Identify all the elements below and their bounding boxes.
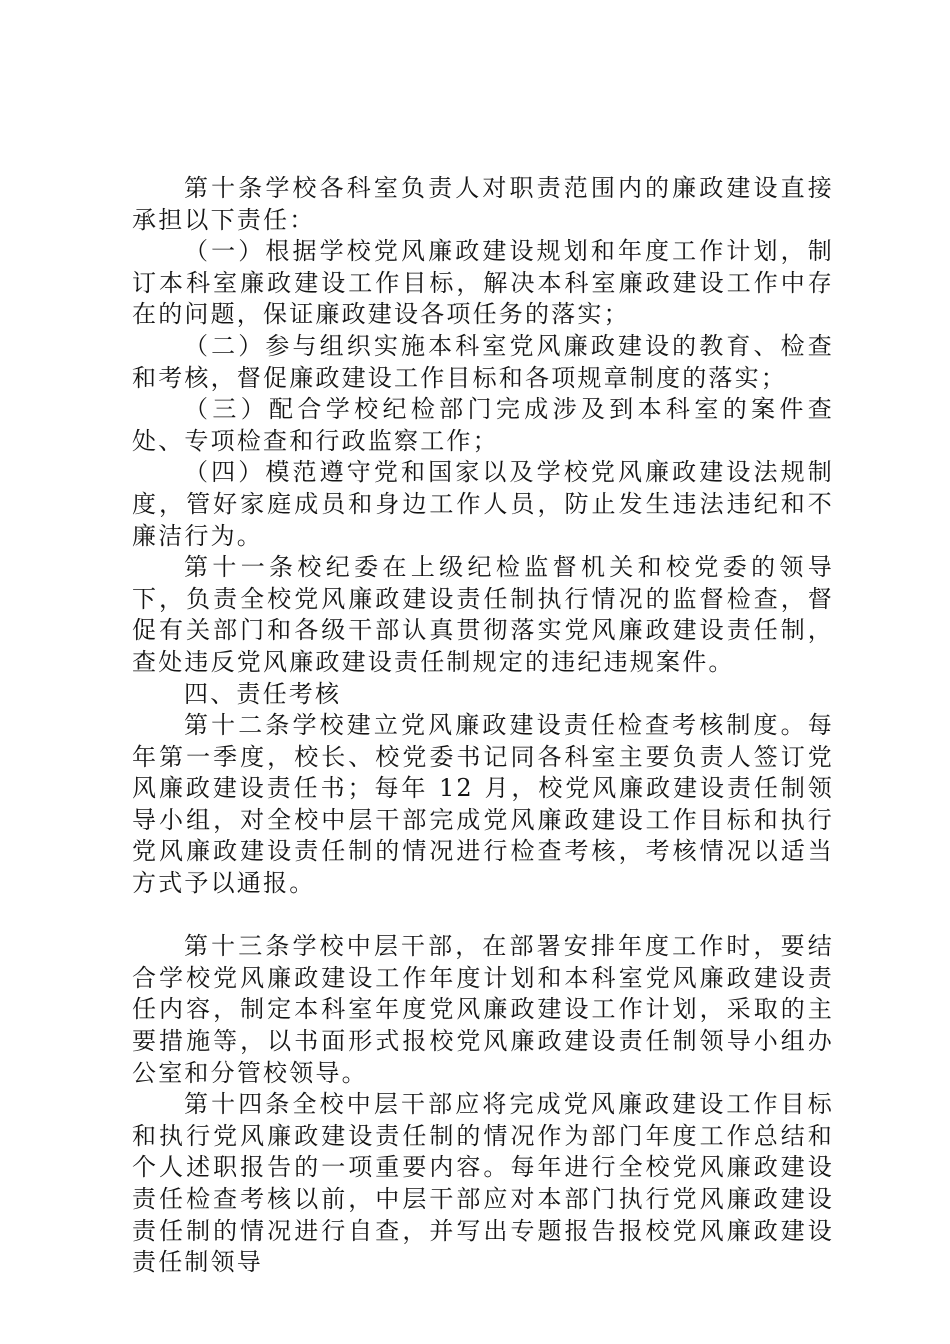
article-10-paragraph: 第十条学校各科室负责人对职责范围内的廉政建设直接承担以下责任： — [132, 174, 834, 234]
article-11-paragraph: 第十一条校纪委在上级纪检监督机关和校党委的领导下，负责全校党风廉政建设责任制执行情况的监督检查，督促有关部门和各级干部认真贯彻落实党风廉政建设责任制，查处违反党风廉政建设责任制规定的违纪违规案件。 — [132, 553, 834, 676]
document-body — [132, 173, 834, 1279]
article-10-item-3: （三）配合学校纪检部门完成涉及到本科室的案件查处、专项检查和行政监察工作； — [132, 395, 834, 455]
article-14-paragraph: 第十四条全校中层干部应将完成党风廉政建设工作目标和执行党风廉政建设责任制的情况作为部门年度工作总结和个人述职报告的一项重要内容。每年进行全校党风廉政建设责任检查考核以前，中层干部应对本部门执行党风廉政建设责任制的情况进行自查，并写出专题报告报校党风廉政建设责任制领导 — [132, 1090, 834, 1277]
article-10-item-2: （二）参与组织实施本科室党风廉政建设的教育、检查和考核，督促廉政建设工作目标和各项规章制度的落实； — [132, 331, 834, 392]
section-heading: 四、责任考核 — [184, 679, 342, 708]
blank-line — [132, 900, 834, 932]
article-10-item-1: （一）根据学校党风廉政建设规划和年度工作计划，制订本科室廉政建设工作目标，解决本科室廉政建设工作中存在的问题，保证廉政建设各项任务的落实； — [132, 237, 834, 329]
article-12-paragraph: 第十二条学校建立党风廉政建设责任检查考核制度。每年第一季度，校长、校党委书记同各科室主要负责人签订党风廉政建设责任书；每年 12 月，校党风廉政建设责任制领导小组，对全校中层干部完成党风廉政建设工作目标和执行党风廉政建设责任制的情况进行检查考核，考核情况以适当方式予以通报。 — [132, 711, 834, 898]
article-13-paragraph: 第十三条学校中层干部，在部署安排年度工作时，要结合学校党风廉政建设工作年度计划和本科室党风廉政建设责任内容，制定本科室年度党风廉政建设工作计划，采取的主要措施等，以书面形式报校党风廉政建设责任制领导小组办公室和分管校领导。 — [132, 932, 834, 1087]
article-10-item-4: （四）模范遵守党和国家以及学校党风廉政建设法规制度，管好家庭成员和身边工作人员，防止发生违法违纪和不廉洁行为。 — [132, 458, 834, 550]
